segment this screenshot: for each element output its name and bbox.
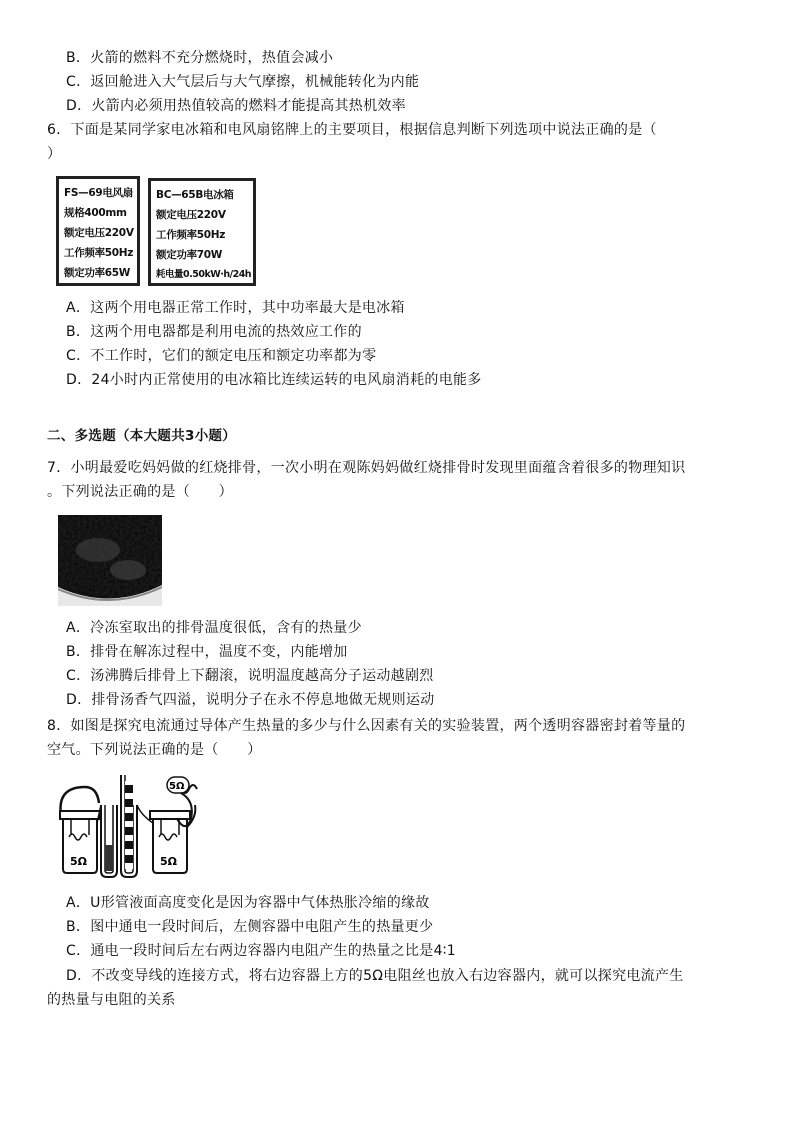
joule-heating-apparatus	[55, 775, 215, 883]
fan-plate-line: FS—69电风扇	[64, 187, 133, 199]
fan-plate-line: 额定电压220V	[64, 227, 134, 239]
q7-option-b: B．排骨在解冻过程中，温度不变，内能增加	[66, 644, 348, 660]
q7-option-d: D．排骨汤香气四溢，说明分子在永不停息地做无规则运动	[66, 692, 435, 708]
q5-option-c: C．返回舱进入大气层后与大气摩擦，机械能转化为内能	[66, 74, 420, 90]
q7-stem-line1: 7．小明最爱吃妈妈做的红烧排骨，一次小明在观陈妈妈做红烧排骨时发现里面蕴含着很多的物理知识	[47, 460, 686, 476]
fan-plate-line: 规格400mm	[64, 207, 127, 219]
q6-option-c: C．不工作时，它们的额定电压和额定功率都为零	[66, 348, 377, 364]
q6-option-b: B．这两个用电器都是利用电流的热效应工作的	[66, 324, 362, 340]
fridge-plate-line: 耗电量0.50kW·h/24h	[156, 269, 252, 280]
fan-plate-line: 额定功率65W	[64, 267, 131, 279]
fridge-plate-line: 额定功率70W	[156, 249, 223, 261]
q8-stem-line1: 8．如图是探究电流通过导体产生热量的多少与什么因素有关的实验装置，两个透明容器密封着等量的	[47, 718, 686, 734]
braised-ribs-photo	[58, 515, 162, 606]
fan-plate-line: 工作频率50Hz	[64, 247, 134, 259]
q6-option-d: D．24小时内正常使用的电冰箱比连续运转的电风扇消耗的电能多	[66, 372, 482, 388]
q6-option-a: A．这两个用电器正常工作时，其中功率最大是电冰箱	[66, 300, 405, 316]
q5-option-d: D．火箭内必须用热值较高的燃料才能提高其热机效率	[66, 98, 406, 114]
q8-stem-line2: 空气。下列说法正确的是（ ）	[47, 742, 262, 758]
q8-option-d-line1: D．不改变导线的连接方式，将右边容器上方的5Ω电阻丝也放入右边容器内，就可以探究电流产生	[66, 968, 684, 984]
section-heading: 二、多选题（本大题共3小题）	[47, 428, 237, 444]
q5-option-b: B．火箭的燃料不充分燃烧时，热值会减小	[66, 50, 334, 66]
q8-option-d-line2: 的热量与电阻的关系	[47, 992, 176, 1008]
q7-option-c: C．汤沸腾后排骨上下翻滚，说明温度越高分子运动越剧烈	[66, 668, 434, 684]
q8-option-b: B．图中通电一段时间后，左侧容器中电阻产生的热量更少	[66, 919, 434, 935]
q6-stem-line1: 6．下面是某同学家电冰箱和电风扇铭牌上的主要项目，根据信息判断下列选项中说法正确的是（	[47, 122, 657, 138]
q6-stem-line2: ）	[47, 146, 62, 162]
fridge-plate-line: 工作频率50Hz	[156, 229, 226, 241]
fan-nameplate	[56, 176, 140, 286]
q8-option-a: A．U形管液面高度变化是因为容器中气体热胀冷缩的缘故	[66, 895, 430, 911]
q8-option-c: C．通电一段时间后左右两边容器内电阻产生的热量之比是4∶1	[66, 943, 456, 959]
q7-stem-line2: 。下列说法正确的是（ ）	[47, 484, 233, 500]
fridge-plate-line: 额定电压220V	[156, 209, 226, 221]
left-resistor-label: 5Ω	[70, 855, 88, 868]
right-resistor-label: 5Ω	[160, 855, 178, 868]
top-resistor-label: 5Ω	[169, 781, 185, 792]
q7-option-a: A．冷冻室取出的排骨温度很低，含有的热量少	[66, 620, 362, 636]
fridge-plate-line: BC—65B电冰箱	[156, 189, 234, 201]
fridge-nameplate	[148, 178, 256, 286]
